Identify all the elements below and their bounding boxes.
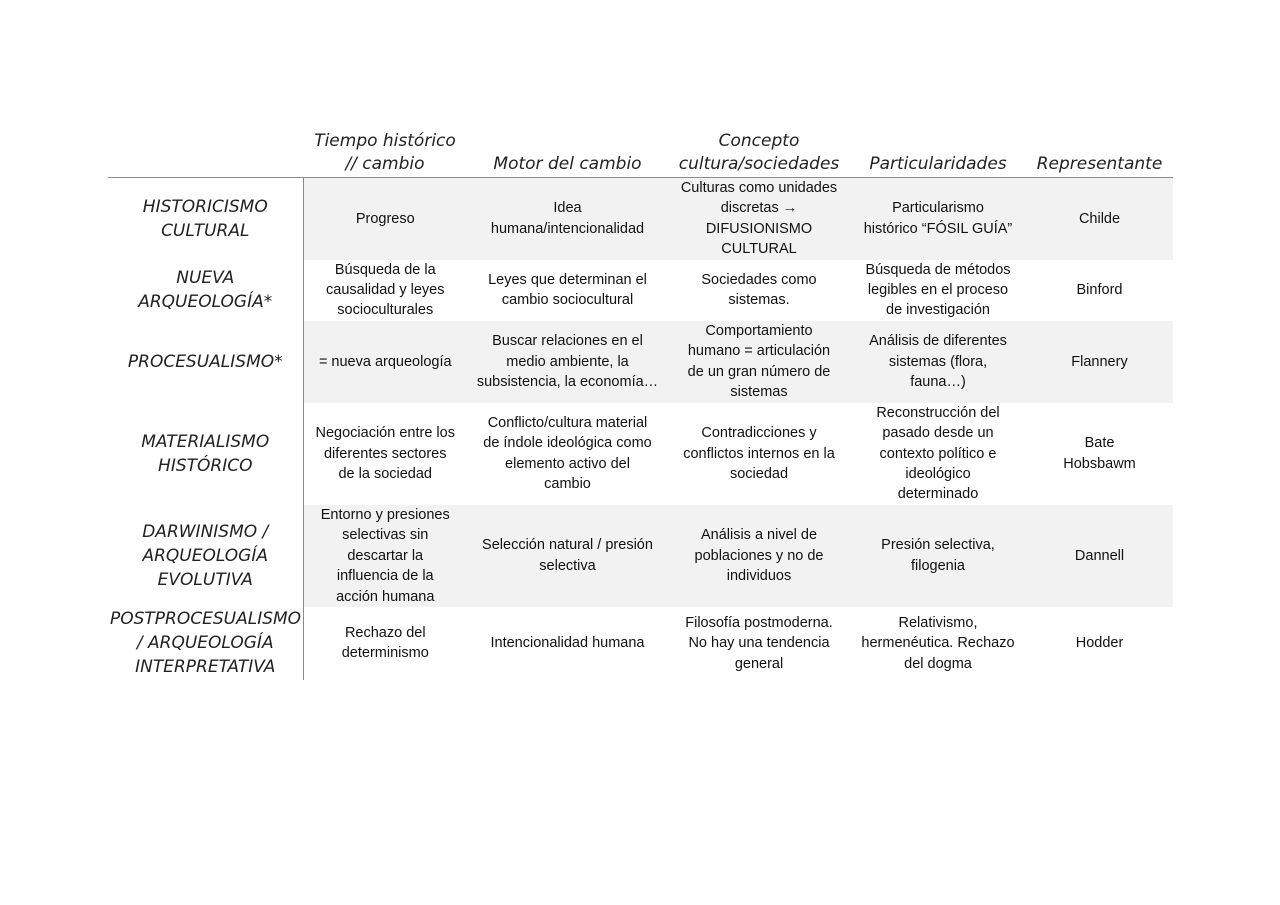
cell-text: Negociación entre los diferentes sectores de la sociedad bbox=[315, 425, 455, 483]
header-tiempo-historico bbox=[303, 130, 467, 178]
cell-text: Relativismo, hermenéutica. Rechazo del dogma bbox=[861, 614, 1015, 672]
cell-concepto bbox=[668, 607, 850, 680]
cell-text: Particularismo histórico “FÓSIL GUÍA” bbox=[863, 200, 1013, 237]
cell-text: Filosofía postmoderna. No hay una tendencia general bbox=[685, 614, 833, 672]
cell-text: Búsqueda de métodos legibles en el proceso de investigación bbox=[865, 261, 1011, 319]
table-row bbox=[108, 505, 1173, 607]
cell-tiempo bbox=[303, 321, 467, 403]
school-label: NUEVA ARQUEOLOGÍA* bbox=[138, 268, 273, 313]
header-corner bbox=[108, 130, 303, 178]
row-school-name bbox=[108, 505, 303, 607]
cell-motor bbox=[467, 607, 668, 680]
cell-representante bbox=[1026, 607, 1173, 680]
header-label: Motor del cambio bbox=[493, 154, 642, 174]
cell-concepto bbox=[668, 403, 850, 505]
cell-text: Hodder bbox=[1075, 635, 1124, 652]
cell-text: Presión selectiva, filogenia bbox=[881, 537, 995, 574]
cell-text: Búsqueda de la causalidad y leyes socioculturales bbox=[326, 261, 445, 319]
cell-tiempo bbox=[303, 178, 467, 260]
cell-particularidades bbox=[850, 178, 1026, 260]
header-label: Tiempo histórico // cambio bbox=[314, 131, 456, 174]
cell-text: = nueva arqueología bbox=[318, 353, 452, 370]
cell-particularidades bbox=[850, 607, 1026, 680]
cell-text: Intencionalidad humana bbox=[490, 635, 645, 652]
cell-text: Childe bbox=[1078, 210, 1121, 227]
cell-motor bbox=[467, 321, 668, 403]
school-label: HISTORICISMO CULTURAL bbox=[142, 196, 268, 241]
cell-concepto bbox=[668, 321, 850, 403]
cell-text: Análisis de diferentes sistemas (flora, fauna…) bbox=[869, 333, 1007, 391]
cell-text: Bate Hobsbawm bbox=[1063, 435, 1136, 472]
archaeology-schools-table bbox=[108, 130, 1173, 680]
cell-text: Idea humana/intencionalidad bbox=[490, 200, 645, 237]
row-school-name bbox=[108, 403, 303, 505]
table-row bbox=[108, 321, 1173, 403]
cell-tiempo bbox=[303, 260, 467, 321]
table-row bbox=[108, 607, 1173, 680]
cell-concepto bbox=[668, 260, 850, 321]
row-school-name bbox=[108, 178, 303, 260]
cell-text: Conflicto/cultura material de índole ideológica como elemento activo del cambio bbox=[483, 415, 652, 493]
table-row bbox=[108, 260, 1173, 321]
cell-text: Selección natural / presión selectiva bbox=[482, 537, 653, 574]
cell-text: Leyes que determinan el cambio sociocultural bbox=[488, 271, 647, 309]
cell-text: Binford bbox=[1076, 282, 1123, 299]
cell-representante bbox=[1026, 260, 1173, 321]
cell-text: Análisis a nivel de poblaciones y no de individuos bbox=[694, 527, 824, 585]
cell-tiempo bbox=[303, 403, 467, 505]
cell-motor bbox=[467, 178, 668, 260]
header-label: Concepto cultura/sociedades bbox=[678, 131, 840, 174]
header-label: Particularidades bbox=[869, 154, 1007, 174]
cell-concepto bbox=[668, 505, 850, 607]
school-label: DARWINISMO / ARQUEOLOGÍA EVOLUTIVA bbox=[142, 521, 269, 590]
cell-representante bbox=[1026, 178, 1173, 260]
table-header bbox=[108, 130, 1173, 178]
cell-tiempo bbox=[303, 505, 467, 607]
cell-particularidades bbox=[850, 505, 1026, 607]
header-motor-del-cambio bbox=[467, 130, 668, 178]
header-label: Representante bbox=[1036, 154, 1163, 174]
row-school-name bbox=[108, 260, 303, 321]
school-label: POSTPROCESUALISMO / ARQUEOLOGÍA INTERPRETATIVA bbox=[110, 609, 302, 678]
cell-particularidades bbox=[850, 403, 1026, 505]
cell-concepto bbox=[668, 178, 850, 260]
cell-text: Reconstrucción del pasado desde un contexto político e ideológico determinado bbox=[876, 404, 1000, 503]
table-row bbox=[108, 178, 1173, 260]
cell-motor bbox=[467, 260, 668, 321]
cell-text: Contradicciones y conflictos internos en la sociedad bbox=[683, 425, 835, 483]
row-school-name bbox=[108, 607, 303, 680]
cell-text: Rechazo del determinismo bbox=[341, 625, 429, 662]
cell-text: Sociedades como sistemas. bbox=[701, 271, 817, 309]
cell-motor bbox=[467, 505, 668, 607]
cell-text: Dannell bbox=[1074, 547, 1125, 564]
cell-particularidades bbox=[850, 321, 1026, 403]
school-label: PROCESUALISMO* bbox=[127, 351, 283, 372]
cell-text: Buscar relaciones en el medio ambiente, la subsistencia, la economía… bbox=[476, 333, 659, 391]
cell-text: Progreso bbox=[355, 210, 415, 227]
cell-text: Flannery bbox=[1071, 353, 1128, 370]
cell-text: Culturas como unidades discretas → DIFUSIONISMO CULTURAL bbox=[680, 180, 838, 258]
cell-representante bbox=[1026, 321, 1173, 403]
header-representante bbox=[1026, 130, 1173, 178]
table-row bbox=[108, 403, 1173, 505]
cell-representante bbox=[1026, 505, 1173, 607]
cell-representante bbox=[1026, 403, 1173, 505]
cell-text: Comportamiento humano = articulación de un gran número de sistemas bbox=[687, 323, 831, 401]
table-body bbox=[108, 178, 1173, 680]
row-school-name bbox=[108, 321, 303, 403]
school-label: MATERIALISMO HISTÓRICO bbox=[141, 431, 270, 476]
cell-text: Entorno y presiones selectivas sin descartar la influencia de la acción humana bbox=[320, 506, 450, 605]
cell-tiempo bbox=[303, 607, 467, 680]
cell-motor bbox=[467, 403, 668, 505]
header-row bbox=[108, 130, 1173, 178]
cell-particularidades bbox=[850, 260, 1026, 321]
header-particularidades bbox=[850, 130, 1026, 178]
header-concepto-cultura bbox=[668, 130, 850, 178]
